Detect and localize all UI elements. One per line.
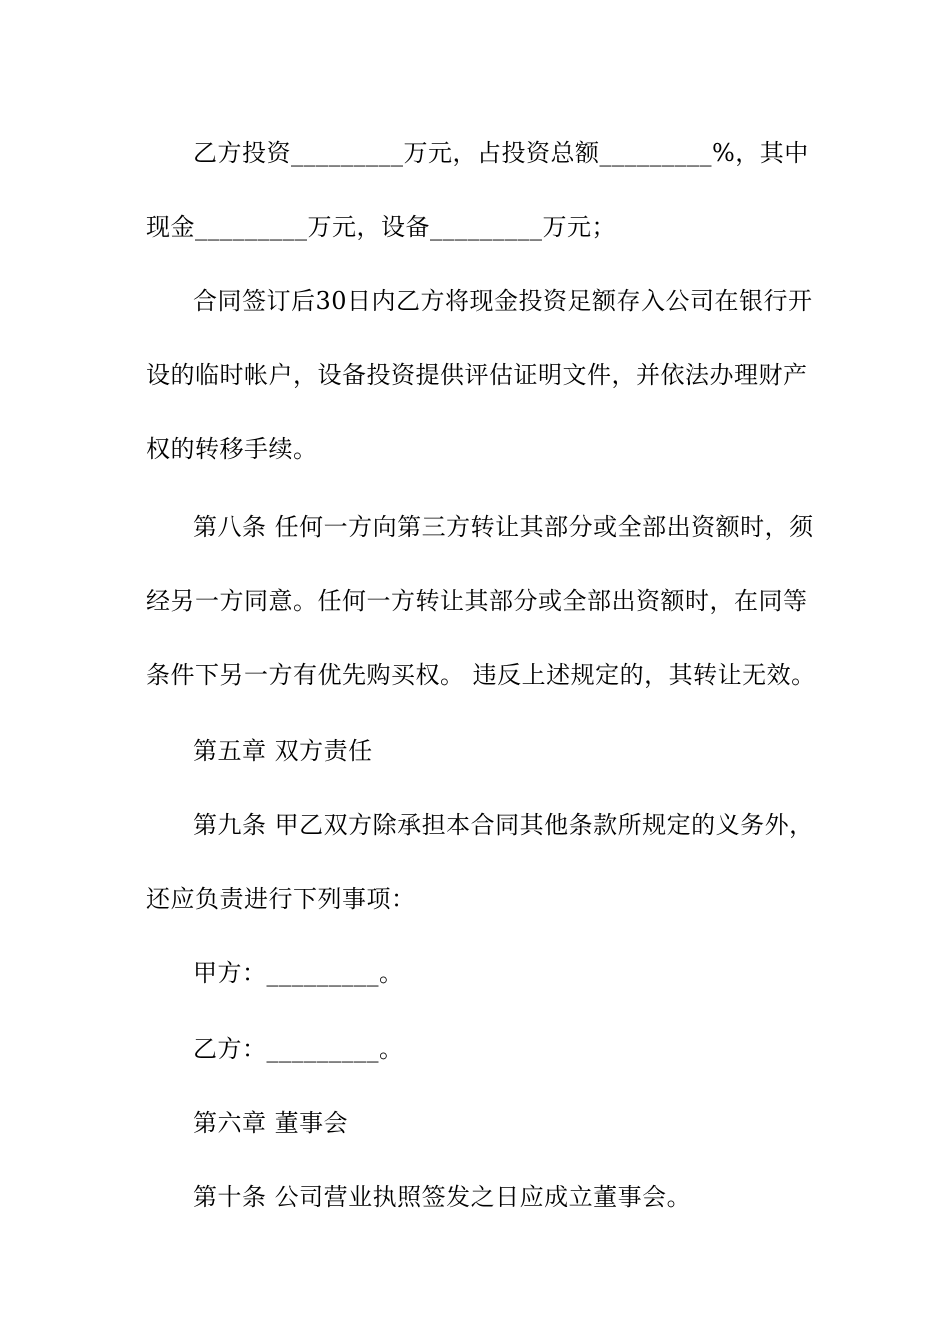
text-line: 甲方：_________。 xyxy=(193,959,404,987)
text-line: 乙方投资_________万元，占投资总额_________%，其中 xyxy=(193,139,809,167)
chapter-heading: 第五章 双方责任 xyxy=(193,737,373,765)
text-line: 乙方：_________。 xyxy=(193,1035,404,1063)
text-line: 第八条 任何一方向第三方转让其部分或全部出资额时，须 xyxy=(193,513,814,541)
text-line: 合同签订后30日内乙方将现金投资足额存入公司在银行开 xyxy=(193,287,813,315)
text-line: 第九条 甲乙双方除承担本合同其他条款所规定的义务外， xyxy=(193,811,814,839)
text-line: 权的转移手续。 xyxy=(146,435,318,463)
chapter-heading: 第六章 董事会 xyxy=(193,1109,349,1137)
text-line: 经另一方同意。任何一方转让其部分或全部出资额时，在同等 xyxy=(146,587,808,615)
text-line: 设的临时帐户，设备投资提供评估证明文件，并依法办理财产 xyxy=(146,361,808,389)
text-line: 第十条 公司营业执照签发之日应成立董事会。 xyxy=(193,1183,692,1211)
text-line: 还应负责进行下列事项： xyxy=(146,885,416,913)
text-line: 现金_________万元，设备_________万元； xyxy=(146,213,616,241)
text-line: 条件下另一方有优先购买权。 违反上述规定的，其转让无效。 xyxy=(146,661,816,689)
